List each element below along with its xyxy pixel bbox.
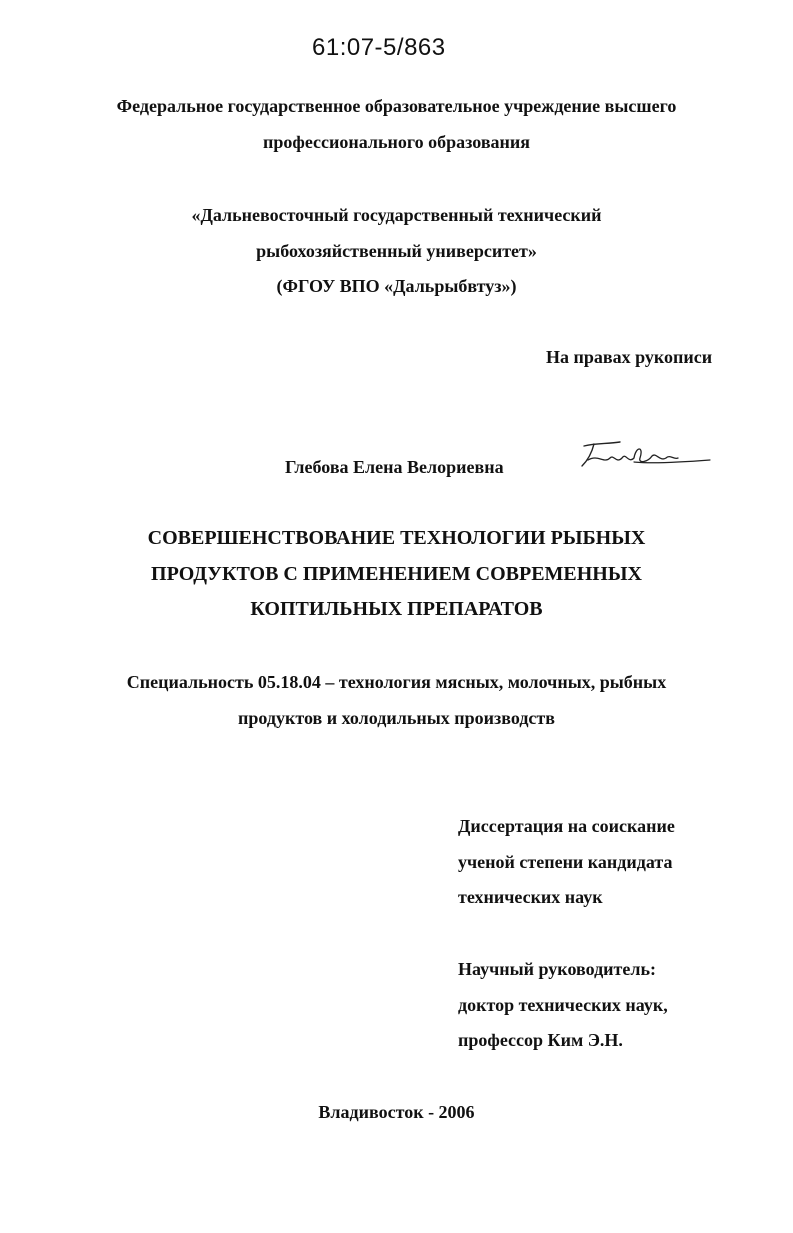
institution-line-1: Федеральное государственное образовательное учреждение высшего: [116, 96, 677, 116]
thesis-title-line-3: КОПТИЛЬНЫХ ПРЕПАРАТОВ: [250, 598, 543, 620]
specialty-line-2: продуктов и холодильных производств: [238, 708, 555, 728]
dissertation-line-2: ученой степени кандидата: [458, 852, 673, 872]
author-name: Глебова Елена Велориевна: [285, 457, 504, 477]
institution-line-2: профессионального образования: [262, 132, 531, 152]
university-line-2: рыбохозяйственный университет»: [256, 241, 537, 261]
specialty-line-1: Специальность 05.18.04 – технология мясных, молочных, рыбных: [126, 672, 667, 692]
supervisor-line-1: Научный руководитель:: [458, 959, 656, 979]
supervisor-line-3: профессор Ким Э.Н.: [458, 1030, 623, 1050]
thesis-title-line-1: СОВЕРШЕНСТВОВАНИЕ ТЕХНОЛОГИИ РЫБНЫХ: [147, 527, 646, 549]
university-abbreviation: (ФГОУ ВПО «Дальрыбвтуз»): [276, 276, 517, 296]
rights-note: На правах рукописи: [546, 347, 713, 367]
thesis-title-line-2: ПРОДУКТОВ С ПРИМЕНЕНИЕМ СОВРЕМЕННЫХ: [151, 563, 642, 585]
university-line-1: «Дальневосточный государственный технический: [191, 205, 602, 225]
library-code-stamp: 61:07-5/863: [312, 34, 446, 61]
dissertation-line-1: Диссертация на соискание: [458, 816, 675, 836]
author-signature-icon: [574, 438, 714, 474]
dissertation-line-3: технических наук: [458, 887, 603, 907]
supervisor-line-2: доктор технических наук,: [458, 995, 668, 1015]
place-and-year: Владивосток - 2006: [318, 1102, 475, 1122]
